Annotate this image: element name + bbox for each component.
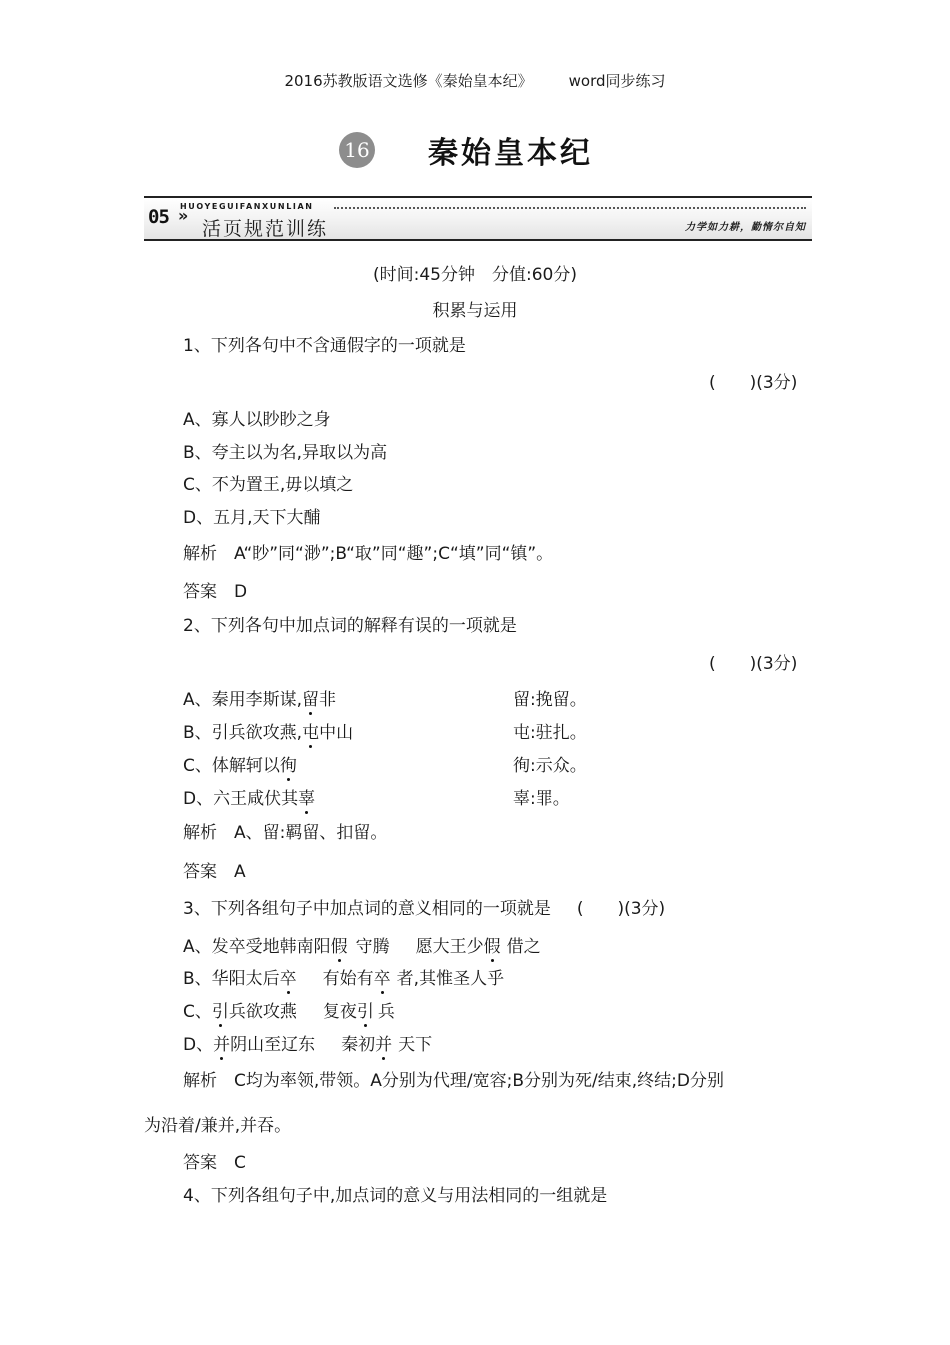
q3-answer: 答案 C [183, 1153, 246, 1173]
option-text: 中山 [319, 723, 354, 743]
q1-answer: 答案 D [183, 582, 248, 602]
banner-dotted-rule [334, 207, 806, 209]
banner-section-title: 活页规范训练 [202, 218, 329, 240]
option-text: 借之 [506, 937, 541, 957]
q2-option-b [183, 718, 353, 743]
dotted-word: 留 [302, 690, 320, 710]
time-score-info: (时间:45分钟 分值:60分) [373, 265, 577, 285]
dotted-word: 徇 [279, 756, 297, 776]
chapter-number-badge: 16 [339, 132, 375, 168]
option-text: 兵 [377, 1002, 395, 1022]
option-text: 非 [319, 690, 337, 710]
q2-gloss-a: 留:挽留。 [513, 690, 587, 710]
dotted-word: 假 [483, 937, 501, 957]
q3-analysis-line-2: 为沿着/兼并,并吞。 [144, 1116, 292, 1136]
q3-stem [183, 894, 665, 919]
dotted-word: 引 [211, 1002, 229, 1022]
chevron-right-icon: » [178, 206, 189, 225]
option-text: D、 [183, 1035, 214, 1055]
option-text: 者,其惟圣人乎 [396, 969, 505, 989]
q2-bracket: ( )(3分) [709, 654, 798, 674]
banner-pinyin: HUOYEGUIFANXUNLIAN [180, 202, 314, 211]
option-text: D、六王咸伏其 [183, 789, 299, 809]
q2-option-c [183, 751, 297, 776]
q3-analysis-line-1: 解析 C均为率领,带领。A分别为代理/宽容;B分别为死/结束,终结;D分别 [183, 1071, 724, 1091]
q3-option-d [183, 1030, 432, 1055]
q3-option-c [183, 997, 395, 1022]
banner-code: 05 [148, 206, 169, 228]
option-text: 愿大王少 [415, 937, 484, 957]
banner-top-rule [144, 196, 812, 198]
dotted-word: 卒 [373, 969, 391, 989]
q4-stem: 4、下列各组句子中,加点词的意义与用法相同的一组就是 [183, 1186, 608, 1206]
q2-gloss-b: 屯:驻扎。 [513, 723, 587, 743]
dotted-word: 并 [213, 1035, 231, 1055]
dotted-word: 假 [330, 937, 348, 957]
option-text: 守腾 [355, 937, 390, 957]
dotted-word: 屯 [302, 723, 320, 743]
option-text: C、体解轲以 [183, 756, 280, 776]
q1-option-b: B、夸主以为名,异取以为高 [183, 443, 388, 463]
q2-gloss-d: 辜:罪。 [513, 789, 570, 809]
q1-option-c: C、不为置王,毋以填之 [183, 475, 354, 495]
dotted-word: 辜 [298, 789, 316, 809]
q2-answer: 答案 A [183, 862, 246, 882]
option-text: C、 [183, 1002, 212, 1022]
option-text: 兵欲攻燕 [228, 1002, 297, 1022]
option-text: 有始有 [322, 969, 374, 989]
page-header [0, 70, 950, 91]
q1-stem: 1、下列各句中不含通假字的一项就是 [183, 336, 466, 356]
header-subtitle: word同步练习 [568, 72, 666, 90]
dotted-word: 并 [375, 1035, 393, 1055]
dotted-word: 卒 [279, 969, 297, 989]
option-text: 阴山至辽东 [230, 1035, 316, 1055]
q2-analysis: 解析 A、留:羁留、扣留。 [183, 823, 388, 843]
option-text: B、引兵欲攻燕, [183, 723, 303, 743]
q2-stem: 2、下列各句中加点词的解释有误的一项就是 [183, 616, 517, 636]
banner-motto: 力学如力耕，勤惰尔自知 [685, 222, 806, 233]
q3-option-a [183, 932, 541, 957]
option-text: 天下 [398, 1035, 433, 1055]
option-text: A、发卒受地韩南阳 [183, 937, 331, 957]
q2-option-a [183, 685, 336, 710]
q1-analysis: 解析 A“眇”同“渺”;B“取”同“趣”;C“填”同“镇”。 [183, 544, 554, 564]
option-text: 秦初 [341, 1035, 376, 1055]
part-title: 积累与运用 [432, 301, 518, 321]
q3-option-b [183, 964, 504, 989]
q2-option-d [183, 784, 315, 809]
q3-stem-text: 3、下列各组句子中加点词的意义相同的一项就是 [183, 899, 551, 919]
q1-option-a: A、寡人以眇眇之身 [183, 410, 331, 430]
chapter-title: 秦始皇本纪 [428, 136, 593, 171]
option-text: 复夜 [322, 1002, 357, 1022]
q1-bracket: ( )(3分) [709, 373, 798, 393]
dotted-word: 引 [356, 1002, 374, 1022]
option-text: B、华阳太后 [183, 969, 280, 989]
option-text: A、秦用李斯谋, [183, 690, 303, 710]
q2-gloss-c: 徇:示众。 [513, 756, 587, 776]
section-banner [144, 196, 812, 242]
header-title: 2016苏教版语文选修《秦始皇本纪》 [284, 72, 533, 90]
q1-option-d: D、五月,天下大酺 [183, 508, 321, 528]
q3-bracket: ( )(3分) [576, 899, 666, 919]
